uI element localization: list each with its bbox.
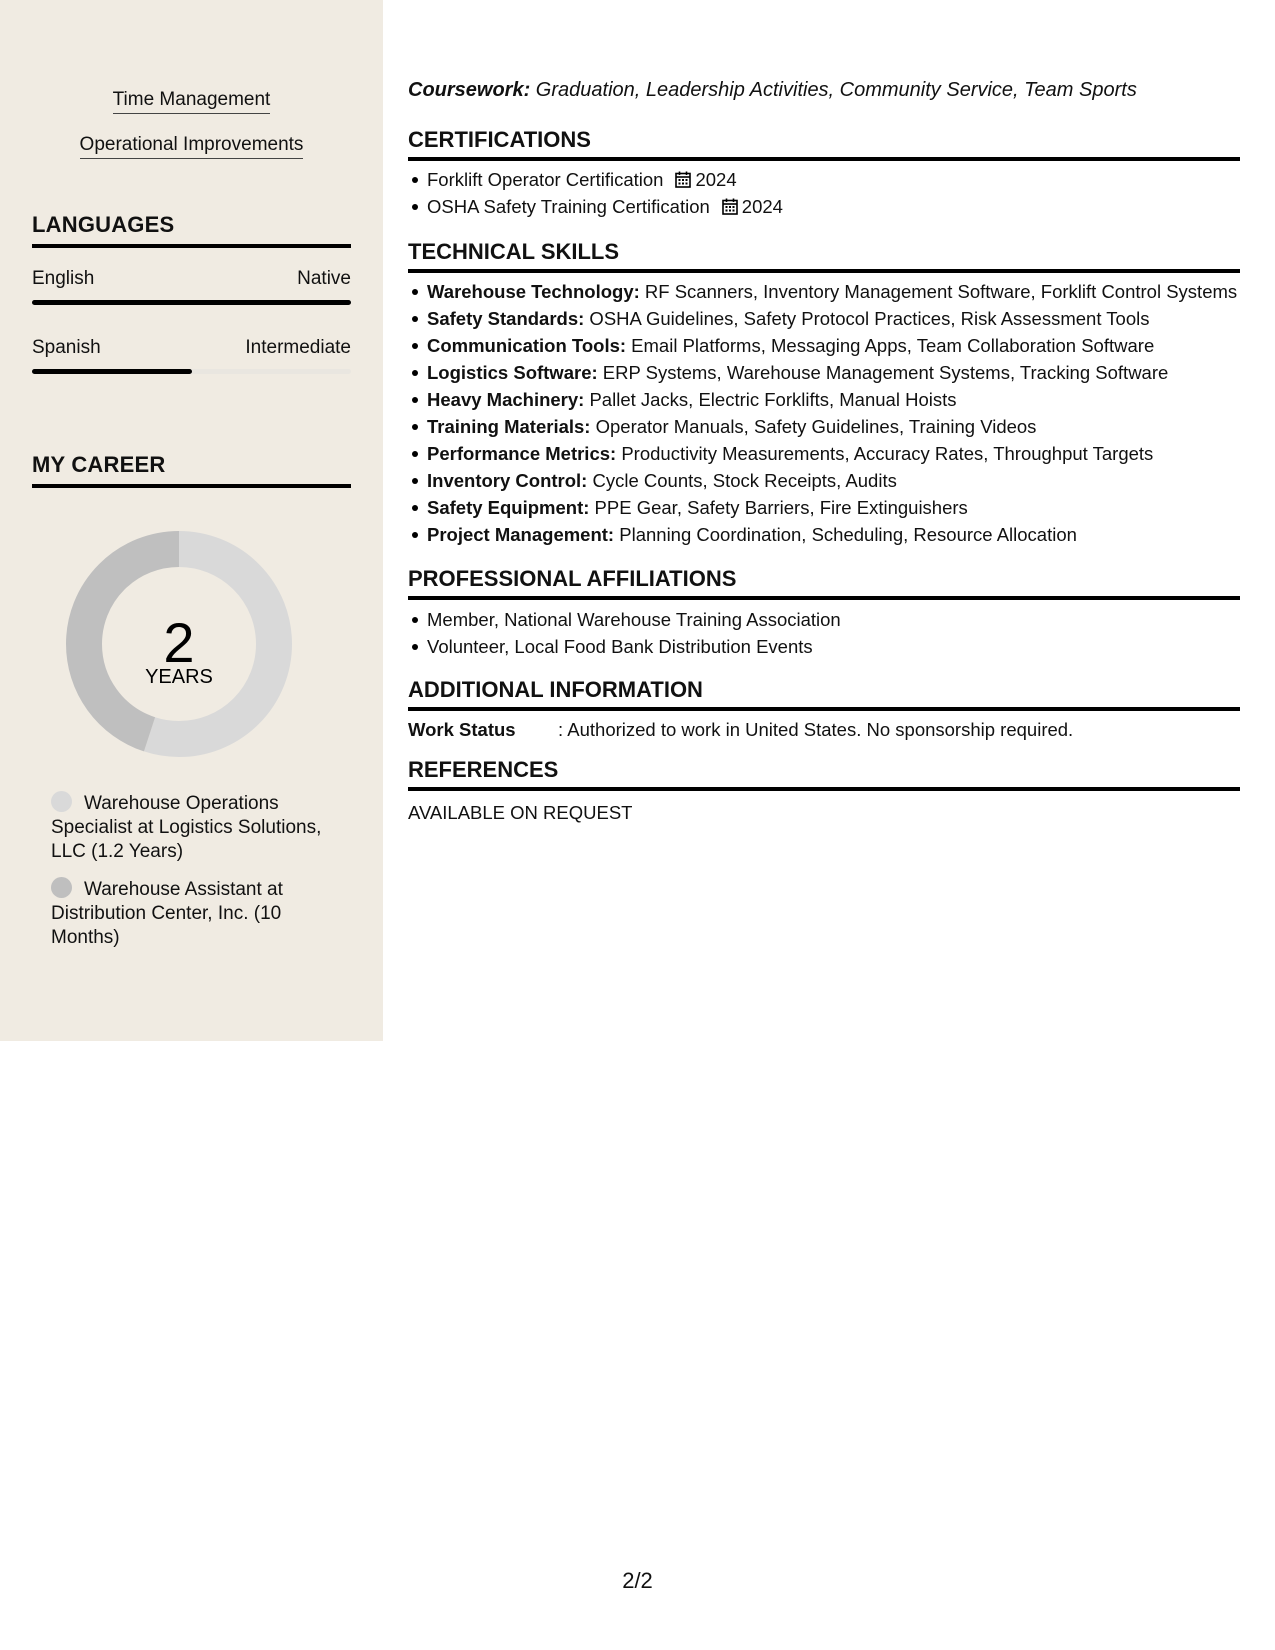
- list-item: [427, 359, 1240, 386]
- skill-detail: Productivity Measurements, Accuracy Rates, Throughput Targets: [616, 443, 1154, 464]
- list-item: [427, 440, 1240, 467]
- skill-detail: Operator Manuals, Safety Guidelines, Training Videos: [590, 416, 1037, 437]
- language-row: [32, 268, 351, 290]
- career-legend-item: [51, 791, 341, 864]
- skill-detail: Email Platforms, Messaging Apps, Team Collaboration Software: [626, 335, 1155, 356]
- certification-name: Forklift Operator Certification: [427, 169, 664, 190]
- technical-skills-heading: TECHNICAL SKILLS: [408, 239, 1240, 273]
- certifications-heading: CERTIFICATIONS: [408, 127, 1240, 161]
- list-item: Volunteer, Local Food Bank Distribution Events: [427, 633, 1240, 660]
- career-total-unit: YEARS: [145, 666, 213, 688]
- skill-detail: OSHA Guidelines, Safety Protocol Practices, Risk Assessment Tools: [584, 308, 1150, 329]
- list-item: [427, 521, 1240, 548]
- list-item: [427, 278, 1240, 305]
- list-item: Member, National Warehouse Training Association: [427, 606, 1240, 633]
- skill-category: Communication Tools:: [427, 335, 627, 356]
- list-item: [427, 413, 1240, 440]
- career-legend-text: Warehouse Assistant at Distribution Center, Inc. (10 Months): [51, 879, 283, 948]
- work-status-row: [408, 718, 1073, 742]
- language-proficiency-fill: [32, 300, 351, 305]
- language-proficiency-fill: [32, 369, 192, 374]
- sidebar: [0, 0, 383, 1041]
- skill-detail: ERP Systems, Warehouse Management Systems, Tracking Software: [597, 362, 1169, 383]
- coursework-line: [408, 79, 1137, 102]
- list-item: [427, 332, 1240, 359]
- skill-category: Heavy Machinery:: [427, 389, 585, 410]
- skill-category: Project Management:: [427, 524, 615, 545]
- coursework-text: Graduation, Leadership Activities, Community Service, Team Sports: [530, 79, 1137, 101]
- skill-label: Operational Improvements: [80, 133, 304, 159]
- certifications-list: [408, 166, 1240, 220]
- skill-category: Performance Metrics:: [427, 443, 617, 464]
- work-status-label: Work Status: [408, 719, 516, 740]
- page-number: 2/2: [622, 1568, 653, 1593]
- list-item: [427, 494, 1240, 521]
- skill-category: Logistics Software:: [427, 362, 598, 383]
- skill-detail: Pallet Jacks, Electric Forklifts, Manual Hoists: [584, 389, 957, 410]
- skill-category: Inventory Control:: [427, 470, 588, 491]
- coursework-label: Coursework:: [408, 79, 531, 101]
- affiliations-list: [408, 606, 1240, 660]
- skill-detail: PPE Gear, Safety Barriers, Fire Extinguishers: [589, 497, 968, 518]
- career-total-value: 2: [163, 611, 195, 674]
- language-level: Native: [297, 268, 351, 289]
- language-name: English: [32, 268, 95, 289]
- work-status-text: : Authorized to work in United States. No sponsorship required.: [558, 719, 1074, 740]
- skill-label: Time Management: [113, 88, 271, 114]
- language-level: Intermediate: [245, 337, 351, 358]
- skill-category: Safety Standards:: [427, 308, 585, 329]
- references-heading: REFERENCES: [408, 757, 1240, 791]
- legend-dot: [51, 791, 72, 812]
- skill-detail: Planning Coordination, Scheduling, Resource Allocation: [614, 524, 1077, 545]
- skill-category: Warehouse Technology:: [427, 281, 640, 302]
- certification-year: 2024: [695, 169, 737, 190]
- technical-skills-list: [408, 278, 1240, 548]
- language-proficiency-bar: [32, 300, 351, 305]
- skill-tag: [0, 133, 383, 159]
- calendar-icon: [722, 198, 738, 215]
- calendar-icon: [675, 171, 691, 188]
- certification-year: 2024: [741, 196, 783, 217]
- languages-heading: LANGUAGES: [32, 212, 351, 248]
- list-item: [427, 166, 1240, 193]
- references-text: AVAILABLE ON REQUEST: [408, 802, 633, 823]
- skill-category: Training Materials:: [427, 416, 591, 437]
- language-proficiency-bar: [32, 369, 351, 374]
- additional-info-heading: ADDITIONAL INFORMATION: [408, 677, 1240, 711]
- skill-category: Safety Equipment:: [427, 497, 590, 518]
- career-legend-item: [51, 877, 341, 950]
- legend-dot: [51, 877, 72, 898]
- skill-detail: Cycle Counts, Stock Receipts, Audits: [587, 470, 897, 491]
- certification-name: OSHA Safety Training Certification: [427, 196, 710, 217]
- list-item: [427, 193, 1240, 220]
- language-name: Spanish: [32, 337, 101, 358]
- career-heading: MY CAREER: [32, 452, 351, 488]
- career-legend-text: Warehouse Operations Specialist at Logistics Solutions, LLC (1.2 Years): [51, 793, 322, 862]
- list-item: [427, 386, 1240, 413]
- skill-tag: [0, 88, 383, 114]
- list-item: [427, 467, 1240, 494]
- affiliations-heading: PROFESSIONAL AFFILIATIONS: [408, 566, 1240, 600]
- skill-detail: RF Scanners, Inventory Management Software, Forklift Control Systems: [639, 281, 1238, 302]
- language-row: [32, 337, 351, 359]
- list-item: [427, 305, 1240, 332]
- career-donut-chart: [66, 531, 292, 757]
